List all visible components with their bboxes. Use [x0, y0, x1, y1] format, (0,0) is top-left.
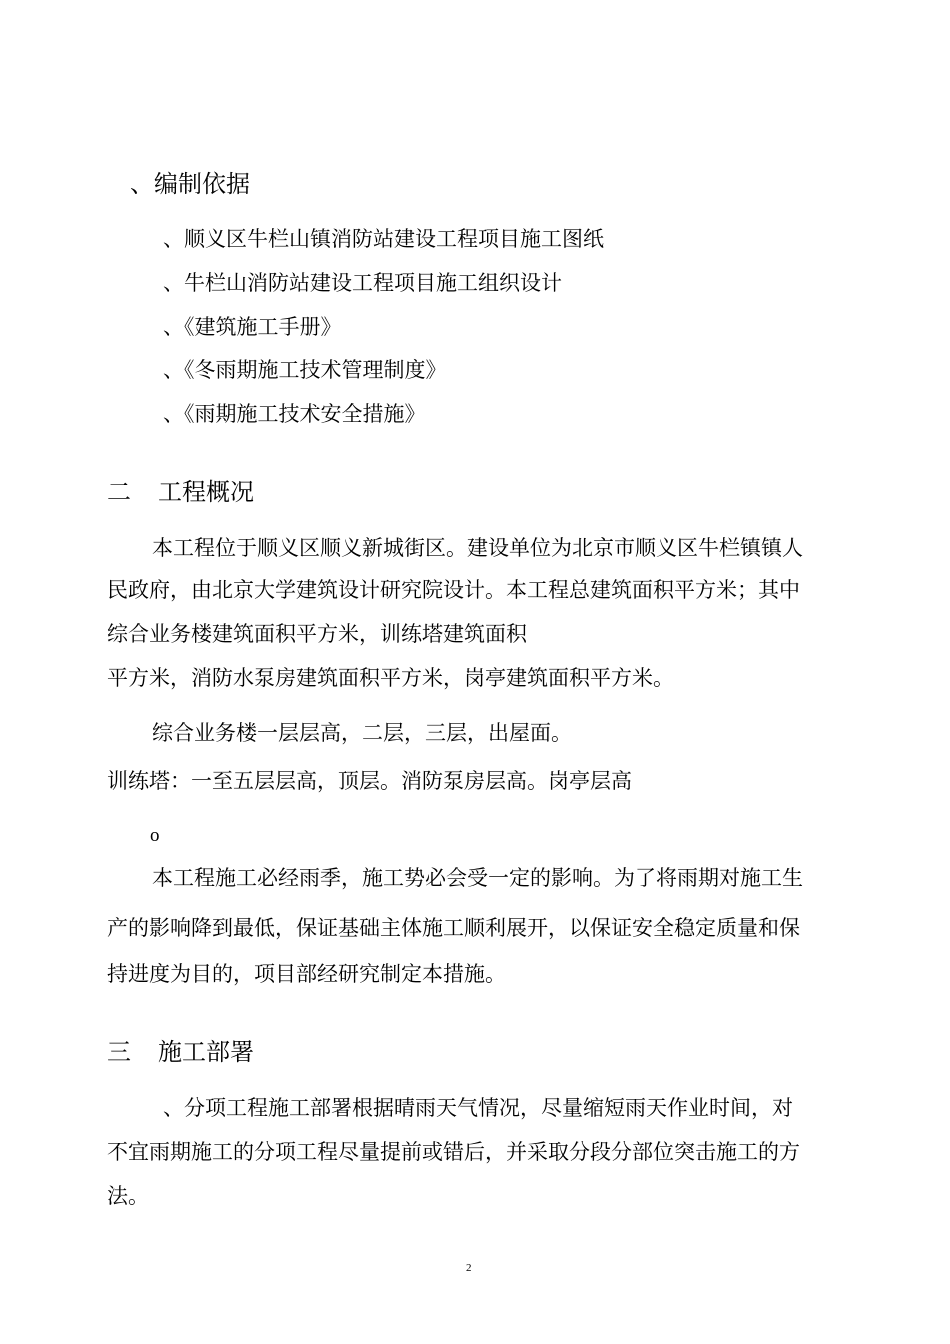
section1-item-3: 、《建筑施工手册》 [163, 315, 342, 339]
section2-p3-tail: o [150, 825, 160, 846]
section3-p1-line-2: 不宜雨期施工的分项工程尽量提前或错后，并采取分段分部位突击施工的方 [107, 1140, 800, 1164]
section1-heading: 、编制依据 [130, 170, 250, 198]
section1-item-4: 、《冬雨期施工技术管理制度》 [163, 358, 447, 382]
section3-number: 三 [107, 1038, 131, 1066]
section2-p1-line-4: 平方米，消防水泵房建筑面积平方米，岗亭建筑面积平方米。 [107, 666, 674, 690]
section2-p2: 综合业务楼一层层高，二层，三层，出屋面。 [152, 721, 572, 745]
section3-p1-line-1: 、分项工程施工部署根据晴雨天气情况，尽量缩短雨天作业时间，对 [163, 1096, 793, 1120]
section2-p4-line-3: 持进度为目的，项目部经研究制定本措施。 [107, 962, 506, 986]
section2-p1-line-3: 综合业务楼建筑面积平方米，训练塔建筑面积 [107, 622, 527, 646]
section2-number: 二 [107, 478, 131, 506]
section2-p1-line-2: 民政府，由北京大学建筑设计研究院设计。本工程总建筑面积平方米；其中 [107, 578, 800, 602]
section2-p4-line-1: 本工程施工必经雨季，施工势必会受一定的影响。为了将雨期对施工生 [152, 866, 803, 890]
section2-title: 工程概况 [158, 478, 254, 506]
section3-title: 施工部署 [158, 1038, 254, 1066]
section3-p1-line-3: 法。 [107, 1184, 149, 1208]
section2-p1-line-1: 本工程位于顺义区顺义新城街区。建设单位为北京市顺义区牛栏镇镇人 [152, 536, 803, 560]
section1-item-2: 、牛栏山消防站建设工程项目施工组织设计 [163, 271, 562, 295]
section2-p4-line-2: 产的影响降到最低，保证基础主体施工顺利展开，以保证安全稳定质量和保 [107, 916, 800, 940]
section2-p3: 训练塔：一至五层层高，顶层。消防泵房层高。岗亭层高 [107, 769, 632, 793]
page-number: 2 [466, 1262, 472, 1274]
section1-item-1: 、顺义区牛栏山镇消防站建设工程项目施工图纸 [163, 227, 604, 251]
section1-item-5: 、《雨期施工技术安全措施》 [163, 402, 426, 426]
